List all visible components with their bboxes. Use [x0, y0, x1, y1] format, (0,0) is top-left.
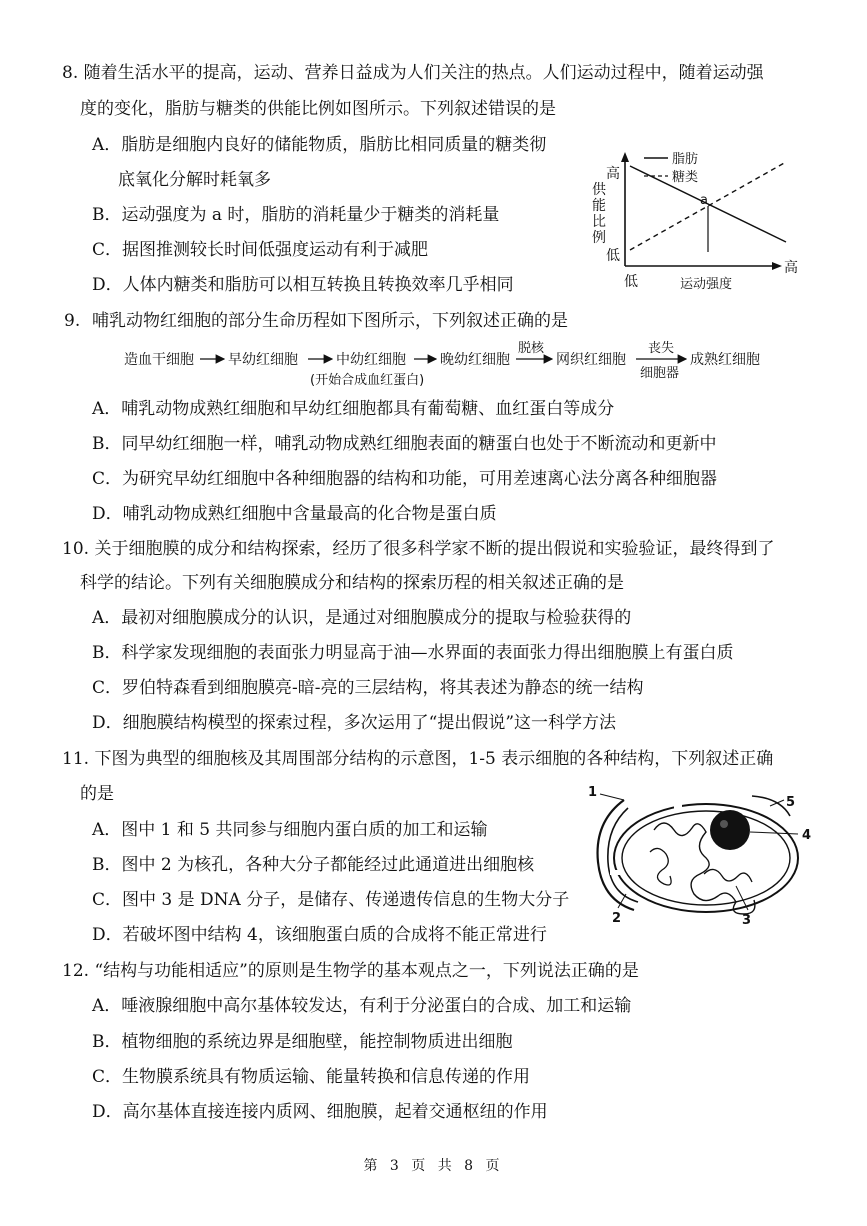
q10-stem-line1: 10. 关于细胞膜的成分和结构探索，经历了很多科学家不断的提出假说和实验验证，最终得到了 [62, 539, 775, 559]
label-line-3 [736, 886, 748, 910]
q12-option-a: A．唾液腺细胞中高尔基体较发达，有利于分泌蛋白的合成、加工和运输 [92, 996, 632, 1016]
q10-option-b: B．科学家发现细胞的表面张力明显高于油—水界面的表面张力得出细胞膜上有蛋白质 [92, 643, 734, 663]
label-2: 2 [612, 911, 622, 926]
energy-ratio-chart [588, 148, 808, 293]
nucleolus [710, 810, 750, 850]
q8-option-c: C．据图推测较长时间低强度运动有利于减肥 [92, 240, 429, 260]
label-4: 4 [802, 828, 812, 843]
label-line-1 [600, 794, 624, 800]
legend-sugar-label: 糖类 [672, 170, 699, 185]
flow-step-early: 早幼红细胞 [228, 352, 298, 368]
q8-stem-line2: 度的变化，脂肪与糖类的供能比例如图所示。下列叙述错误的是 [80, 99, 556, 119]
y-axis-label-2: 能 [592, 198, 606, 214]
point-a-label: a [700, 193, 708, 208]
q8-option-a-line1: A．脂肪是细胞内良好的储能物质，脂肪比相同质量的糖类彻 [92, 135, 547, 155]
q9-option-b: B．同早幼红细胞一样，哺乳动物成熟红细胞表面的糖蛋白也处于不断流动和更新中 [92, 434, 717, 454]
er-outer-curve [598, 800, 634, 910]
y-high-label: 高 [606, 166, 620, 182]
q12-option-c: C．生物膜系统具有物质运输、能量转换和信息传递的作用 [92, 1067, 531, 1087]
y-low-label: 低 [606, 248, 620, 264]
q9-stem: 哺乳动物红细胞的部分生命历程如下图所示，下列叙述正确的是 [92, 311, 568, 331]
flow-step-mature: 成熟红细胞 [690, 352, 760, 368]
flow-arrow-label-organelle: 细胞器 [640, 366, 680, 381]
q11-option-d: D．若破坏图中结构 4，该细胞蛋白质的合成将不能正常进行 [92, 925, 547, 945]
q10-option-d: D．细胞膜结构模型的探索过程，多次运用了“提出假说”这一科学方法 [92, 713, 617, 733]
q11-option-b: B．图中 2 为核孔，各种大分子都能经过此通道进出细胞核 [92, 855, 535, 875]
x-axis-label: 运动强度 [680, 277, 733, 292]
q12-option-d: D．高尔基体直接连接内质网、细胞膜，起着交通枢纽的作用 [92, 1102, 548, 1122]
q11-stem-line2: 的是 [80, 784, 114, 804]
x-axis-arrow [772, 262, 782, 270]
nuclear-pore-left [610, 870, 622, 875]
y-axis-label-3: 比 [592, 214, 606, 230]
label-3: 3 [742, 913, 752, 928]
label-5: 5 [786, 795, 796, 810]
q9-number: 9. [64, 311, 81, 331]
flow-step-hsc: 造血干细胞 [124, 352, 194, 368]
flow-step-late: 晚幼红细胞 [440, 352, 510, 368]
q11-option-c: C．图中 3 是 DNA 分子，是储存、传递遗传信息的生物大分子 [92, 890, 570, 910]
q10-stem-line2: 科学的结论。下列有关细胞膜成分和结构的探索历程的相关叙述正确的是 [80, 573, 624, 593]
y-axis-arrow [621, 152, 629, 162]
flow-arrow-label-lose: 丧失 [648, 341, 675, 356]
q12-stem: 12. “结构与功能相适应”的原则是生物学的基本观点之一，下列说法正确的是 [62, 961, 639, 981]
nucleolus-highlight [720, 820, 728, 828]
nucleus-diagram [584, 782, 816, 932]
chromatin-3 [704, 869, 752, 882]
label-line-4 [750, 832, 798, 834]
flow-step-mid: 中幼红细胞 [336, 352, 406, 368]
flow-note: (开始合成血红蛋白) [310, 373, 425, 388]
nuclear-pore-top [674, 803, 682, 809]
label-1: 1 [588, 785, 598, 800]
y-axis-label-1: 供 [592, 182, 606, 198]
q10-option-a: A．最初对细胞膜成分的认识，是通过对细胞膜成分的提取与检验获得的 [92, 608, 632, 628]
q12-option-b: B．植物细胞的系统边界是细胞壁，能控制物质进出细胞 [92, 1032, 513, 1052]
q11-stem-line1: 11. 下图为典型的细胞核及其周围部分结构的示意图，1-5 表示细胞的各种结构，下列叙述正确 [62, 749, 774, 769]
er-inner-curve [608, 808, 638, 902]
q9-option-d: D．哺乳动物成熟红细胞中含量最高的化合物是蛋白质 [92, 504, 497, 524]
x-high-label: 高 [784, 260, 798, 276]
y-axis-label-4: 例 [592, 230, 606, 246]
q8-option-a-line2: 底氧化分解时耗氧多 [118, 170, 271, 190]
q9-option-a: A．哺乳动物成熟红细胞和早幼红细胞都具有葡萄糖、血红蛋白等成分 [92, 399, 615, 419]
flow-arrow-label-denucleation: 脱核 [518, 341, 545, 356]
q8-stem-line1: 8. 随着生活水平的提高，运动、营养日益成为人们关注的热点。人们运动过程中，随着运动强 [62, 63, 764, 83]
erythrocyte-flow-diagram [120, 336, 780, 390]
q11-option-a: A．图中 1 和 5 共同参与细胞内蛋白质的加工和运输 [92, 820, 488, 840]
chromatin-2 [650, 848, 671, 885]
legend-fat-label: 脂肪 [672, 152, 699, 167]
flow-step-reticulocyte: 网织红细胞 [556, 352, 626, 368]
q8-option-d: D．人体内糖类和脂肪可以相互转换且转换效率几乎相同 [92, 275, 514, 295]
x-low-label: 低 [624, 274, 638, 290]
q9-option-c: C．为研究早幼红细胞中各种细胞器的结构和功能，可用差速离心法分离各种细胞器 [92, 469, 718, 489]
q8-option-b: B．运动强度为 a 时，脂肪的消耗量少于糖类的消耗量 [92, 205, 500, 225]
q10-option-c: C．罗伯特森看到细胞膜亮-暗-亮的三层结构，将其表述为静态的统一结构 [92, 678, 644, 698]
page-footer: 第 3 页 共 8 页 [363, 1158, 504, 1174]
